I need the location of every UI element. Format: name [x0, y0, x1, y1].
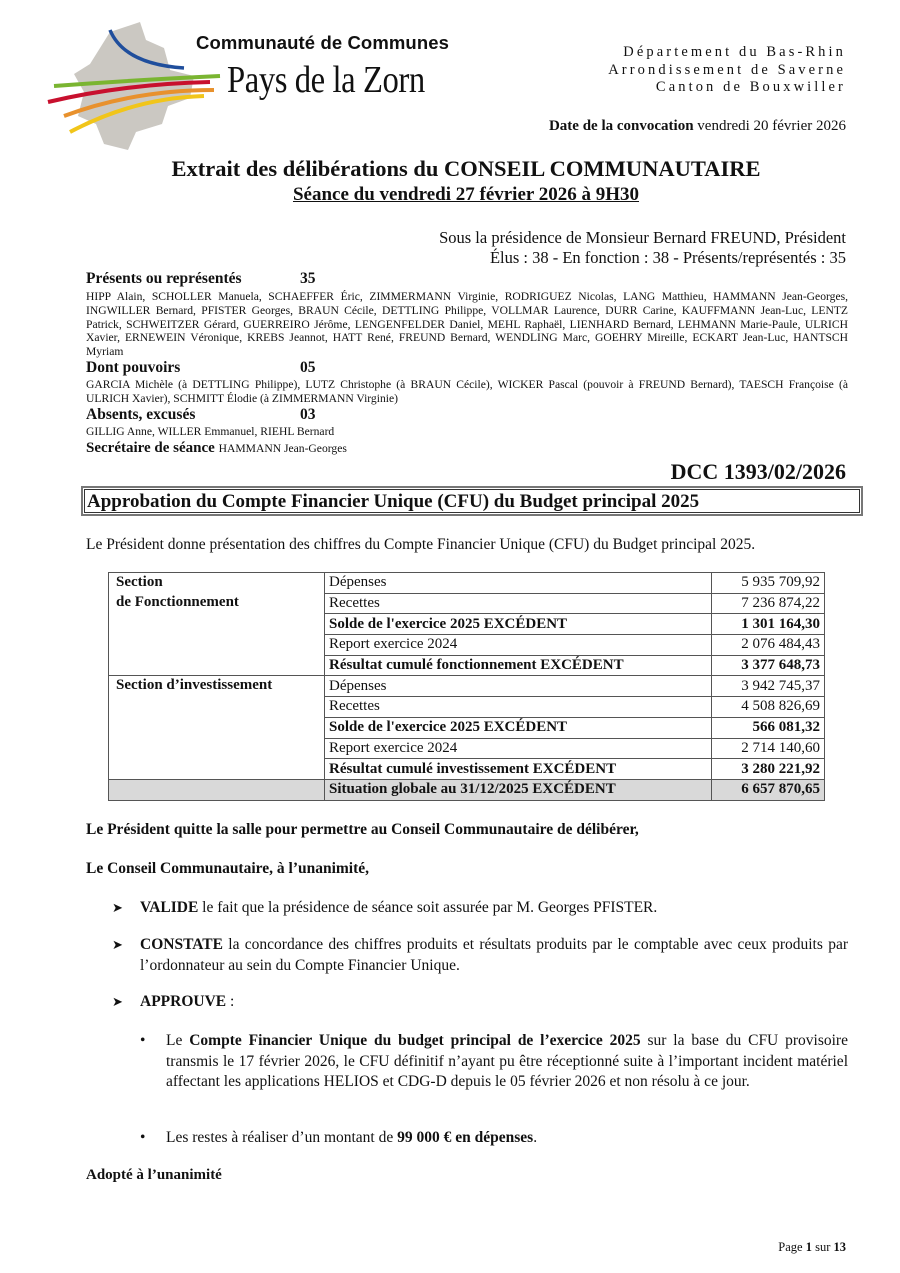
- row-amount: 1 301 164,30: [712, 614, 825, 635]
- org-name-line1: Communauté de Communes: [196, 32, 450, 53]
- row-label: Recettes: [325, 593, 712, 614]
- row-label: Résultat cumulé investissement EXCÉDENT: [325, 759, 712, 780]
- table-row: [109, 614, 825, 635]
- approval-bullet-restes: • Les restes à réaliser d’un montant de 99 000 € en dépenses.: [140, 1128, 848, 1149]
- table-row: [109, 697, 825, 718]
- table-row-total: [109, 779, 825, 800]
- admin-info: [608, 44, 846, 97]
- conseil-unanimite-text: Le Conseil Communautaire, à l’unanimité,: [86, 860, 370, 877]
- total-label: Situation globale au 31/12/2025 EXCÉDENT: [325, 779, 712, 800]
- row-label: Recettes: [325, 697, 712, 718]
- bullet-dot-icon: •: [140, 1129, 146, 1146]
- pouvoirs-count: 05: [300, 359, 316, 376]
- row-label: Solde de l'exercice 2025 EXCÉDENT: [325, 614, 712, 635]
- table-row: [109, 655, 825, 676]
- row-amount: 566 081,32: [712, 717, 825, 738]
- row-amount: 5 935 709,92: [712, 573, 825, 594]
- presidence-block: [439, 228, 846, 268]
- absents-heading: [86, 406, 316, 424]
- section-fonctionnement-label-2: de Fonctionnement: [109, 593, 325, 614]
- presents-names: HIPP Alain, SCHOLLER Manuela, SCHAEFFER Éric, ZIMMERMANN Virginie, RODRIGUEZ Nicolas, LANG Matthieu, HAMMANN Jean-Georges, INGWILLER Bernard, PFISTER Georges, BRAUN Cécile, DETTLING Philippe, VOLLMAR Laurence, DURR Carine, KAUFFMANN Jean-Luc, LENTZ Patrick, SCHWEITZER Gérard, GUERREIRO Jérôme, LENGENFELDER Daniel, MEHL Raphaël, LIENHARD Bernard, LEHMANN Marie-Paule, ULRICH Xavier, ERNEWEIN Véronique, KREBS Jeannot, HATT René, FREUND Bernard, WENDLING Marc, GOEHRY Mireille, ECKART Jean-Luc, HANTSCH Myriam: [86, 290, 848, 359]
- secretaire-line: [86, 440, 347, 457]
- elus-count-line: Élus : 38 - En fonction : 38 - Présents/représentés : 35: [489, 248, 846, 267]
- secretaire-label: Secrétaire de séance: [86, 440, 215, 456]
- deliberation-number: DCC 1393/02/2026: [670, 459, 846, 484]
- presents-count: 35: [300, 270, 316, 287]
- row-amount: 2 714 140,60: [712, 738, 825, 759]
- presents-heading: [86, 270, 316, 288]
- intro-paragraph: Le Président donne présentation des chiffres du Compte Financier Unique (CFU) du Budget principal 2025.: [86, 536, 756, 553]
- row-label: Résultat cumulé fonctionnement EXCÉDENT: [325, 655, 712, 676]
- adopted-text: Adopté à l’unanimité: [86, 1167, 222, 1183]
- section-investissement-label: Section d’investissement: [109, 676, 325, 697]
- convocation-value: vendredi 20 février 2026: [697, 118, 846, 134]
- canton: Canton de Bouxwiller: [655, 79, 846, 95]
- decision-constate: ➤ CONSTATE la concordance des chiffres produits et résultats produits par le comptable avec ceux produits par l’ordonnateur au sein du Compte Financier Unique.: [112, 936, 848, 974]
- document-title: Extrait des délibérations du CONSEIL COMMUNAUTAIRE: [171, 156, 761, 181]
- row-label: Dépenses: [325, 676, 712, 697]
- convocation-label: Date de la convocation: [548, 118, 694, 134]
- table-row: [109, 759, 825, 780]
- arrondissement: Arrondissement de Saverne: [608, 61, 846, 78]
- approval-bullet-cfu: • Le Compte Financier Unique du budget principal de l’exercice 2025 sur la base du CFU provisoire transmis le 17 février 2026, le CFU définitif n’ayant pu être réceptionné suite à l’important incident matériel affectant les applications HELIOS et CDG-D depuis le 05 février 2026 et non résolu à ce jour.: [140, 1032, 848, 1090]
- row-amount: 3 942 745,37: [712, 676, 825, 697]
- decision-approuve: ➤ APPROUVE :: [112, 992, 848, 1013]
- pouvoirs-label: Dont pouvoirs: [86, 359, 181, 376]
- row-label: Dépenses: [325, 573, 712, 594]
- session-subtitle: Séance du vendredi 27 février 2026 à 9H30: [292, 184, 640, 205]
- section-fonctionnement-label: Section: [109, 573, 325, 594]
- row-amount: 4 508 826,69: [712, 697, 825, 718]
- row-amount: 3 377 648,73: [712, 655, 825, 676]
- absents-label: Absents, excusés: [86, 406, 196, 423]
- table-row: [109, 676, 825, 697]
- row-amount: 3 280 221,92: [712, 759, 825, 780]
- table-row: [109, 717, 825, 738]
- row-label: Report exercice 2024: [325, 738, 712, 759]
- row-amount: 7 236 874,22: [712, 593, 825, 614]
- presidence-line: Sous la présidence de Monsieur Bernard FREUND, Président: [439, 228, 846, 247]
- financial-table: [108, 572, 825, 801]
- total-amount: 6 657 870,65: [712, 779, 825, 800]
- president-leaves-text: Le Président quitte la salle pour permettre au Conseil Communautaire de délibérer,: [86, 821, 639, 838]
- arrow-bullet-icon: ➤: [112, 937, 123, 952]
- table-row: [109, 738, 825, 759]
- absents-count: 03: [300, 406, 316, 423]
- deliberation-title-box: Approbation du Compte Financier Unique (CFU) du Budget principal 2025: [81, 486, 863, 516]
- presents-label: Présents ou représentés: [86, 270, 242, 287]
- row-label: Report exercice 2024: [325, 635, 712, 656]
- department: Département du Bas-Rhin: [623, 44, 846, 60]
- org-name-line2: Pays de la Zorn: [227, 59, 425, 101]
- page-footer: Page 1 sur 13: [778, 1240, 846, 1254]
- bullet-dot-icon: •: [140, 1032, 146, 1049]
- table-row: [109, 573, 825, 594]
- row-label: Solde de l'exercice 2025 EXCÉDENT: [325, 717, 712, 738]
- table-row: [109, 635, 825, 656]
- row-amount: 2 076 484,43: [712, 635, 825, 656]
- table-row: [109, 593, 825, 614]
- absents-names: GILLIG Anne, WILLER Emmanuel, RIEHL Bernard: [86, 425, 335, 438]
- decision-valide: ➤ VALIDE le fait que la présidence de séance soit assurée par M. Georges PFISTER.: [112, 898, 848, 919]
- pouvoirs-names: GARCIA Michèle (à DETTLING Philippe), LUTZ Christophe (à BRAUN Cécile), WICKER Pascal (pouvoir à FREUND Bernard), TAESCH Françoise (à ULRICH Xavier), SCHMITT Élodie (à ZIMMERMANN Virginie): [86, 378, 848, 405]
- pouvoirs-heading: [86, 359, 316, 377]
- arrow-bullet-icon: ➤: [112, 900, 123, 915]
- convocation-date: [549, 118, 846, 135]
- secretaire-name: HAMMANN Jean-Georges: [218, 442, 347, 455]
- arrow-bullet-icon: ➤: [112, 994, 123, 1009]
